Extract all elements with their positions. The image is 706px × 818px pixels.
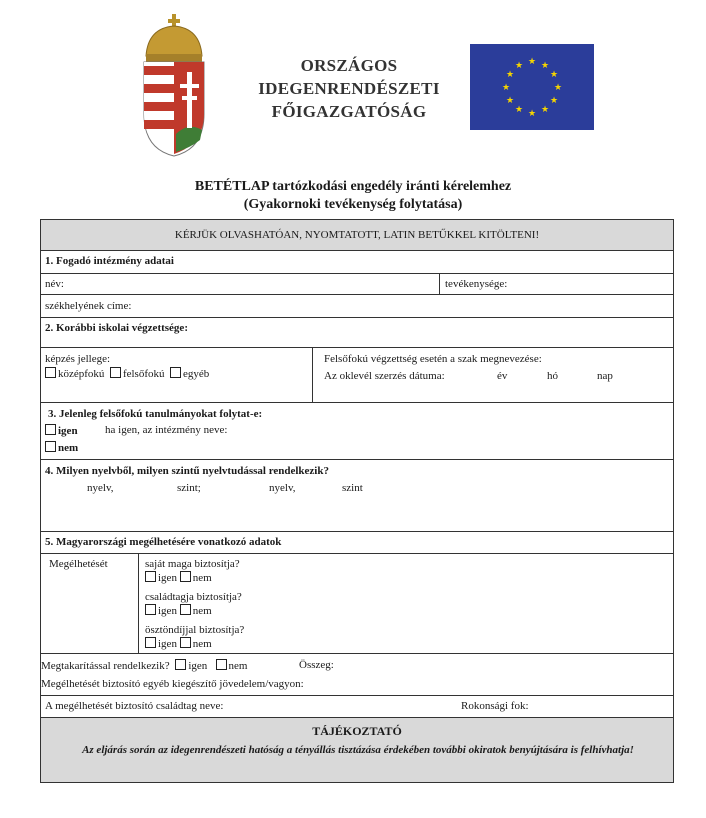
studying-no-checkbox[interactable]	[45, 441, 56, 452]
training-type-label: képzés jellege:	[45, 353, 111, 365]
own-no-checkbox[interactable]	[180, 571, 191, 582]
level-2-field[interactable]: szint	[342, 482, 363, 494]
scholarship-support-label: ösztöndíjjal biztosítja?	[145, 624, 245, 636]
relation-degree-field[interactable]: Rokonsági fok:	[461, 700, 529, 712]
other-income-field[interactable]: Megélhetését biztosító egyéb kiegészítő jövedelem/vagyon:	[41, 678, 304, 690]
institution-activity-field[interactable]: tevékenysége:	[445, 278, 508, 290]
form-title: BETÉTLAP tartózkodási engedély iránti kérelemhez	[194, 179, 512, 194]
level-1-field[interactable]: szint;	[177, 482, 201, 494]
own-yes-label: igen	[158, 572, 177, 584]
svg-text:★: ★	[505, 70, 515, 80]
info-text: Az eljárás során az idegenrendészeti hatóság a tényállás tisztázása érdekében további okiratok benyújtására is felhívhatja!	[82, 744, 634, 756]
svg-text:★: ★	[553, 83, 563, 93]
section-3-heading: 3. Jelenleg felsőfokú tanulmányokat folytat-e:	[48, 408, 263, 420]
studying-yes-checkbox[interactable]	[45, 424, 56, 435]
higher-checkbox[interactable]	[110, 367, 121, 378]
family-member-name-field[interactable]: A megélhetését biztosító családtag neve:	[45, 700, 224, 712]
svg-text:★: ★	[505, 96, 515, 106]
scholarship-no-label: nem	[192, 638, 212, 650]
own-support-label: saját maga biztosítja?	[145, 558, 240, 570]
savings-no-label: nem	[228, 660, 248, 672]
day-field[interactable]: nap	[597, 370, 613, 382]
own-yes-checkbox[interactable]	[145, 571, 156, 582]
month-field[interactable]: hó	[547, 370, 558, 382]
svg-text:★: ★	[549, 70, 559, 80]
savings-no-checkbox[interactable]	[216, 659, 227, 670]
scholarship-yes-label: igen	[158, 638, 177, 650]
org-line-2: IDEGENRENDÉSZETI	[258, 79, 440, 98]
year-field[interactable]: év	[497, 370, 508, 382]
language-2-field[interactable]: nyelv,	[269, 482, 296, 494]
svg-text:★: ★	[514, 105, 524, 115]
info-heading: TÁJÉKOZTATÓ	[312, 724, 402, 738]
studying-no-label: nem	[58, 442, 79, 454]
svg-text:★: ★	[527, 109, 537, 119]
svg-text:★: ★	[501, 83, 511, 93]
family-no-label: nem	[192, 605, 212, 617]
institution-if-yes-field[interactable]: ha igen, az intézmény neve:	[105, 424, 228, 436]
section-5-heading: 5. Magyarországi megélhetésére vonatkozó adatok	[45, 536, 282, 548]
svg-text:★: ★	[549, 96, 559, 106]
savings-amount-field[interactable]: Összeg:	[299, 659, 334, 671]
scholarship-no-checkbox[interactable]	[180, 637, 191, 648]
diploma-date-label: Az oklevél szerzés dátuma:	[324, 370, 445, 382]
section-4-heading: 4. Milyen nyelvből, milyen szintű nyelvtudással rendelkezik?	[45, 465, 329, 477]
major-name-field[interactable]: Felsőfokú végzettség esetén a szak megnevezése:	[324, 353, 542, 365]
language-1-field[interactable]: nyelv,	[87, 482, 114, 494]
family-yes-checkbox[interactable]	[145, 604, 156, 615]
form-banner: KÉRJÜK OLVASHATÓAN, NYOMTATOTT, LATIN BETŰKKEL KITÖLTENI!	[174, 229, 540, 241]
other-label: egyéb	[182, 368, 210, 380]
section-1-heading: 1. Fogadó intézmény adatai	[45, 255, 174, 267]
savings-yes-label: igen	[188, 660, 208, 672]
higher-label: felsőfokú	[122, 368, 165, 380]
family-yes-label: igen	[158, 605, 177, 617]
section-2-heading: 2. Korábbi iskolai végzettsége:	[45, 322, 188, 334]
savings-yes-checkbox[interactable]	[175, 659, 186, 670]
scholarship-yes-checkbox[interactable]	[145, 637, 156, 648]
training-type-options	[45, 367, 209, 380]
org-line-1: ORSZÁGOS	[300, 56, 398, 75]
organization-name	[246, 54, 452, 123]
livelihood-label: Megélhetését	[49, 558, 108, 570]
savings-label: Megtakarítással rendelkezik?	[41, 660, 170, 672]
own-no-label: nem	[192, 572, 212, 584]
institution-name-field[interactable]: név:	[45, 278, 64, 290]
family-support-label: családtagja biztosítja?	[145, 591, 242, 603]
coat-of-arms-icon	[138, 14, 218, 164]
svg-text:★: ★	[514, 61, 524, 71]
svg-text:★: ★	[527, 57, 537, 67]
other-checkbox[interactable]	[170, 367, 181, 378]
secondary-label: középfokú	[58, 368, 105, 380]
eu-flag-icon	[470, 44, 594, 130]
form-subtitle: (Gyakornoki tevékenység folytatása)	[243, 197, 463, 212]
secondary-checkbox[interactable]	[45, 367, 56, 378]
org-line-3: FŐIGAZGATÓSÁG	[271, 102, 427, 121]
studying-yes-label: igen	[58, 425, 78, 437]
family-no-checkbox[interactable]	[180, 604, 191, 615]
application-form	[40, 219, 674, 783]
institution-address-field[interactable]: székhelyének címe:	[45, 300, 132, 312]
svg-text:★: ★	[540, 105, 550, 115]
svg-text:★: ★	[540, 61, 550, 71]
